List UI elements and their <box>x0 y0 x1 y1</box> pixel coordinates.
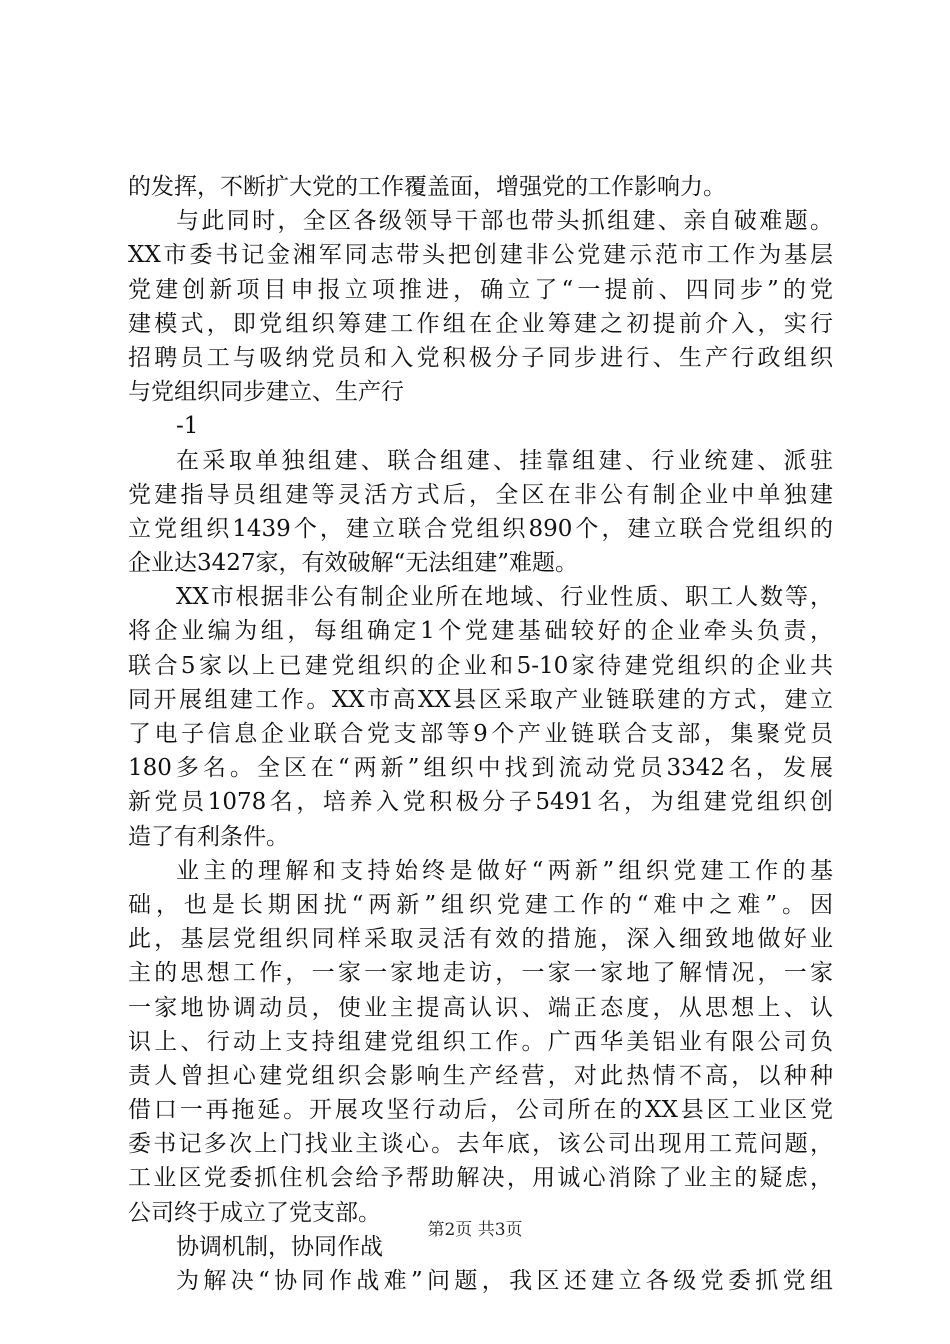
text-line: 借口一再拖延。开展攻坚行动后，公司所在的XX县区工业区党 <box>128 1097 833 1124</box>
text-line: 的发挥，不断扩大党的工作覆盖面，增强党的工作影响力。 <box>128 174 726 200</box>
text-line: 与此同时，全区各级领导干部也带头抓组建、亲自破难题。 <box>176 208 833 235</box>
text-line: 同开展组建工作。XX市高XX县区采取产业链联建的方式，建立 <box>128 686 833 713</box>
text-line: XX市委书记金湘军同志带头把创建非公党建示范市工作为基层 <box>128 242 833 269</box>
text-line: 了电子信息企业联合党支部等9个产业链联合支部，集聚党员 <box>128 721 833 747</box>
text-line: 一家地协调动员，使业主提高认识、端正态度，从思想上、认 <box>128 994 833 1021</box>
text-line: 责人曾担心建党组织会影响生产经营，对此热情不高，以种种 <box>128 1062 833 1089</box>
page-marker: -1 <box>176 413 199 440</box>
text-line: 党建指导员组建等灵活方式后，全区在非公有制企业中单独建 <box>128 481 833 508</box>
page-footer: 第2页 共3页 <box>427 1220 523 1240</box>
document-body <box>128 170 833 1298</box>
text-line: 在采取单独组建、联合组建、挂靠组建、行业统建、派驻 <box>176 447 833 474</box>
text-line: 业主的理解和支持始终是做好“两新”组织党建工作的基 <box>176 857 833 884</box>
text-line: 为解决“协同作战难”问题，我区还建立各级党委抓党组 <box>176 1268 833 1294</box>
text-line: 委书记多次上门找业主谈心。去年底，该公司出现用工荒问题， <box>128 1131 833 1158</box>
text-line: 将企业编为组，每组确定1个党建基础较好的企业牵头负责， <box>128 618 833 645</box>
text-line: 主的思想工作，一家一家地走访，一家一家地了解情况，一家 <box>128 960 833 987</box>
text-line: 与党组织同步建立、生产行 <box>128 379 404 406</box>
text-line: 识上、行动上支持组建党组织工作。广西华美铝业有限公司负 <box>128 1028 833 1055</box>
text-line: 建模式，即党组织筹建工作组在企业筹建之初提前介入，实行 <box>128 310 833 337</box>
text-line: 新党员1078名，培养入党积极分子5491名，为组建党组织创 <box>128 789 833 816</box>
text-line: 工业区党委抓住机会给予帮助解决，用诚心消除了业主的疑虑， <box>128 1165 833 1192</box>
text-line: 180多名。全区在“两新”组织中找到流动党员3342名，发展 <box>128 755 833 782</box>
text-line: 造了有利条件。 <box>128 823 289 850</box>
text-line: 招聘员工与吸纳党员和入党积极分子同步进行、生产行政组织 <box>128 344 833 371</box>
text-line: 此，基层党组织同样采取灵活有效的措施，深入细致地做好业 <box>128 926 833 953</box>
text-line: 党建创新项目申报立项推进，确立了“一提前、四同步”的党 <box>128 276 833 303</box>
text-line: 公司终于成立了党支部。 <box>128 1199 381 1226</box>
text-line: 企业达3427家，有效破解“无法组建”难题。 <box>128 550 579 577</box>
text-line: 立党组织1439个，建立联合党组织890个，建立联合党组织的 <box>128 515 833 542</box>
text-line: 础，也是长期困扰“两新”组织党建工作的“难中之难”。因 <box>128 891 833 918</box>
text-line: 协调机制，协同作战 <box>176 1233 383 1260</box>
text-line: XX市根据非公有制企业所在地域、行业性质、职工人数等， <box>176 584 833 611</box>
text-line: 联合5家以上已建党组织的企业和5-10家待建党组织的企业共 <box>128 652 833 679</box>
